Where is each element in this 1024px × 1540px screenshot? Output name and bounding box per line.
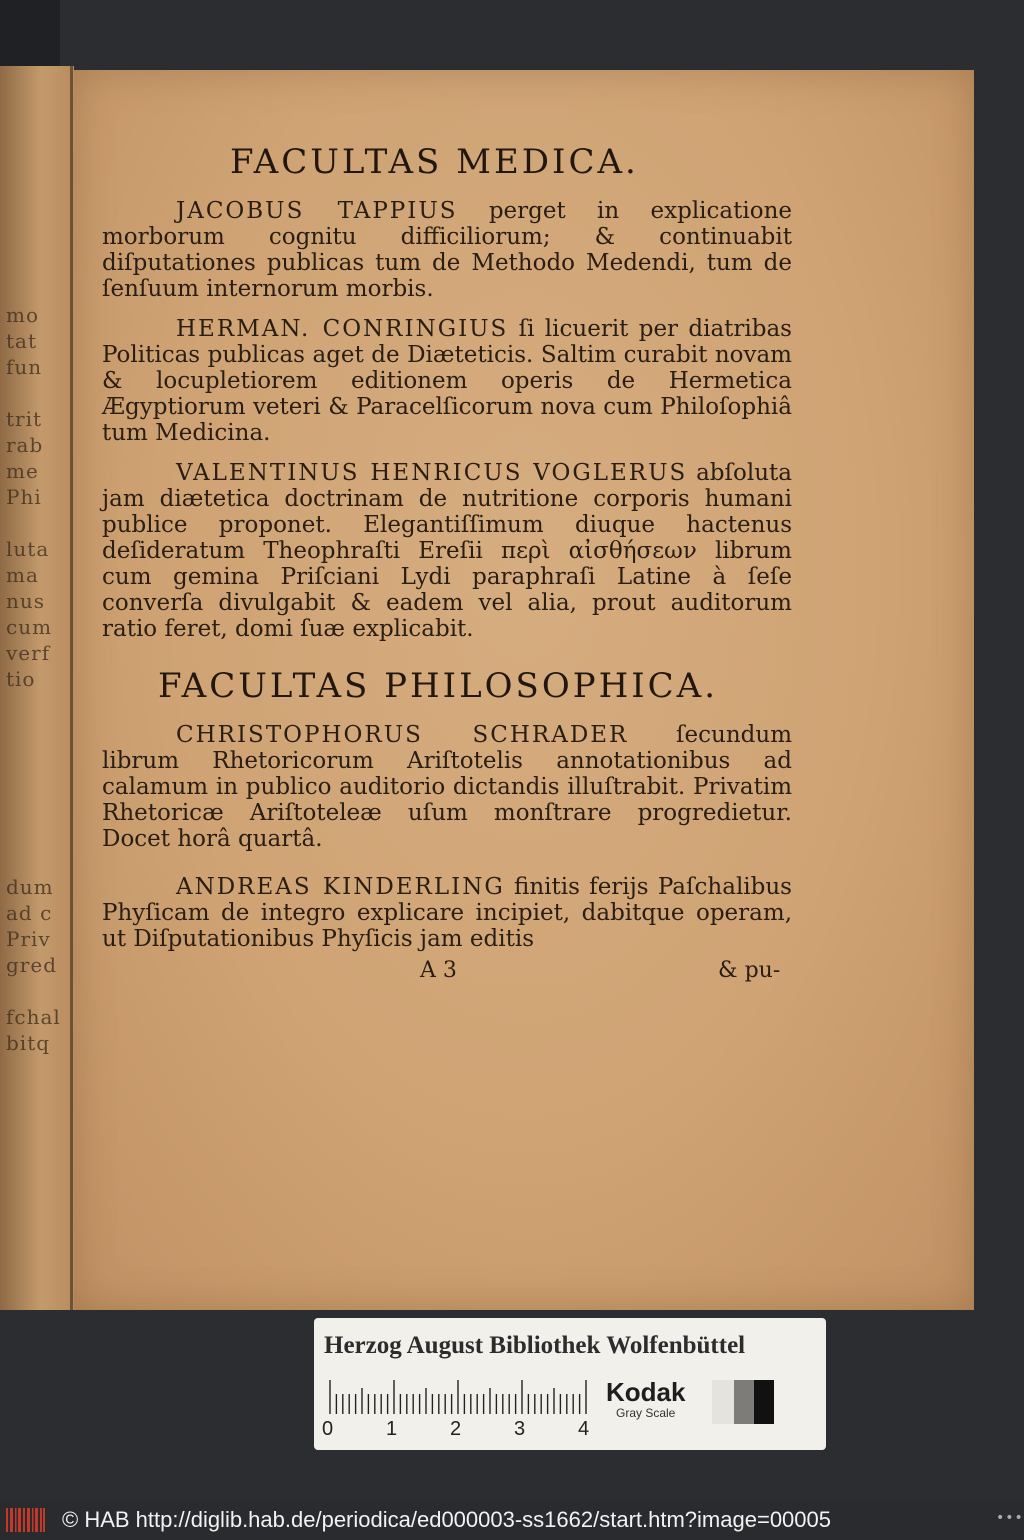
margin-fragment — [6, 978, 66, 1004]
margin-fragment — [6, 770, 66, 796]
margin-fragment: me — [6, 459, 39, 483]
color-target-card — [314, 1318, 826, 1450]
margin-fragment: Priv — [6, 927, 51, 951]
scale-label: 0 — [322, 1418, 334, 1440]
kodak-brand: Kodak — [606, 1377, 686, 1407]
gray-swatch-light — [712, 1380, 734, 1424]
margin-fragment: verf — [6, 641, 51, 665]
margin-fragment — [6, 822, 66, 848]
margin-fragment: ma — [6, 563, 39, 587]
margin-fragment: fchal — [6, 1005, 61, 1029]
entry-text: ſecundum librum Rhetoricorum Ariſtotelis annotationibus ad calamum in publico auditorio dictandis illuſtrabit. Privatim Rhetoricæ Ariſtoteleæ uſum monſtrare progredietur. Docet horâ quartâ. — [102, 722, 793, 852]
margin-fragment — [6, 796, 66, 822]
hab-barcode-icon — [6, 1508, 46, 1532]
section-heading-medica: FACULTAS MEDICA. — [230, 142, 639, 182]
margin-fragment: luta — [6, 537, 50, 561]
scale-ruler-icon — [328, 1380, 590, 1414]
document-page — [74, 70, 974, 1310]
entry-conringius — [102, 316, 792, 446]
entry-voglerus — [102, 460, 792, 642]
margin-fragment — [6, 380, 66, 406]
entry-kinderling — [102, 874, 792, 952]
catchword: & pu- — [718, 958, 781, 983]
margin-fragment: Phi — [6, 485, 42, 509]
margin-fragment — [6, 718, 66, 744]
scale-label: 2 — [450, 1418, 462, 1440]
entry-name: CHRISTOPHORUS SCHRADER — [176, 722, 629, 748]
signature-mark: A 3 — [420, 958, 457, 983]
margin-fragment: dum — [6, 875, 54, 899]
entry-text: perget in explicatione morborum cognitu difficiliorum; & continuabit diſputationes publicas tum de Methodo Medendi, tum de ſenſuum internorum morbis. — [102, 198, 792, 302]
credit-url[interactable]: © HAB http://diglib.hab.de/periodica/ed000003-ss1662/start.htm?image=00005 — [62, 1507, 831, 1532]
margin-fragment: tat — [6, 329, 37, 353]
left-margin-fragments — [6, 302, 66, 1056]
entry-tappius — [102, 198, 792, 302]
margin-fragment: bitq — [6, 1031, 51, 1055]
entry-text: abſoluta jam diætetica doctrinam de nutritione corporis humani publice proponet. Elegantiſſimum diuque hactenus deſideratum Theophraſti Ereſii περὶ αἰσθήσεων librum cum gemina Priſciani Lydi paraphraſi Latine à ſeſe converſa divulgabit & eadem vel alia, prout auditorum ratio feret, domi ſuæ explicabit. — [102, 460, 792, 642]
book-spine — [0, 0, 60, 66]
margin-fragment: trit — [6, 407, 43, 431]
scale-label: 1 — [386, 1418, 398, 1440]
entry-name: JACOBUS TAPPIUS — [176, 198, 458, 224]
margin-fragment: rab — [6, 433, 44, 457]
margin-fragment — [6, 510, 66, 536]
entry-name: ANDREAS KINDERLING — [176, 874, 505, 900]
entry-name: HERMAN. CONRINGIUS — [176, 316, 509, 342]
gray-swatch-mid — [734, 1380, 754, 1424]
left-facing-page — [0, 66, 74, 1310]
kodak-logo — [606, 1378, 685, 1420]
gray-swatch-black — [754, 1380, 774, 1424]
gutter-line — [70, 66, 73, 1310]
entry-text: finitis ferijs Paſchalibus Phyſicam de integro explicare incipiet, dabitque operam, ut Diſputationibus Phyſicis jam editis — [102, 874, 792, 952]
scale-label: 4 — [578, 1418, 590, 1440]
margin-fragment: mo — [6, 303, 40, 327]
more-icon[interactable]: ••• — [996, 1510, 1024, 1526]
scale-labels — [322, 1418, 602, 1442]
margin-fragment: gred — [6, 953, 58, 977]
institution-name: Herzog August Bibliothek Wolfenbüttel — [324, 1332, 746, 1359]
section-heading-philosophica: FACULTAS PHILOSOPHICA. — [158, 666, 719, 706]
margin-fragment — [6, 848, 66, 874]
margin-fragment: ad c — [6, 901, 53, 925]
margin-fragment — [6, 744, 66, 770]
scale-label: 3 — [514, 1418, 526, 1440]
entry-name: VALENTINUS HENRICUS VOGLERUS — [176, 460, 688, 486]
margin-fragment: fun — [6, 355, 43, 379]
credit-bar — [0, 1500, 1024, 1540]
page-footer-row — [102, 958, 792, 988]
margin-fragment: nus — [6, 589, 46, 613]
margin-fragment: cum — [6, 615, 53, 639]
margin-fragment: tio — [6, 667, 36, 691]
entry-schrader — [102, 722, 792, 852]
kodak-subtitle: Gray Scale — [616, 1406, 676, 1420]
entry-text: ſi licuerit per diatribas Politicas publicas aget de Diæteticis. Saltim curabit novam & locupletiorem editionem operis de Hermetica Ægyptiorum veteri & Paracelſicorum nova cum Philoſophiâ tum Medicina. — [102, 316, 792, 446]
page-text-block — [102, 140, 792, 988]
margin-fragment — [6, 692, 66, 718]
